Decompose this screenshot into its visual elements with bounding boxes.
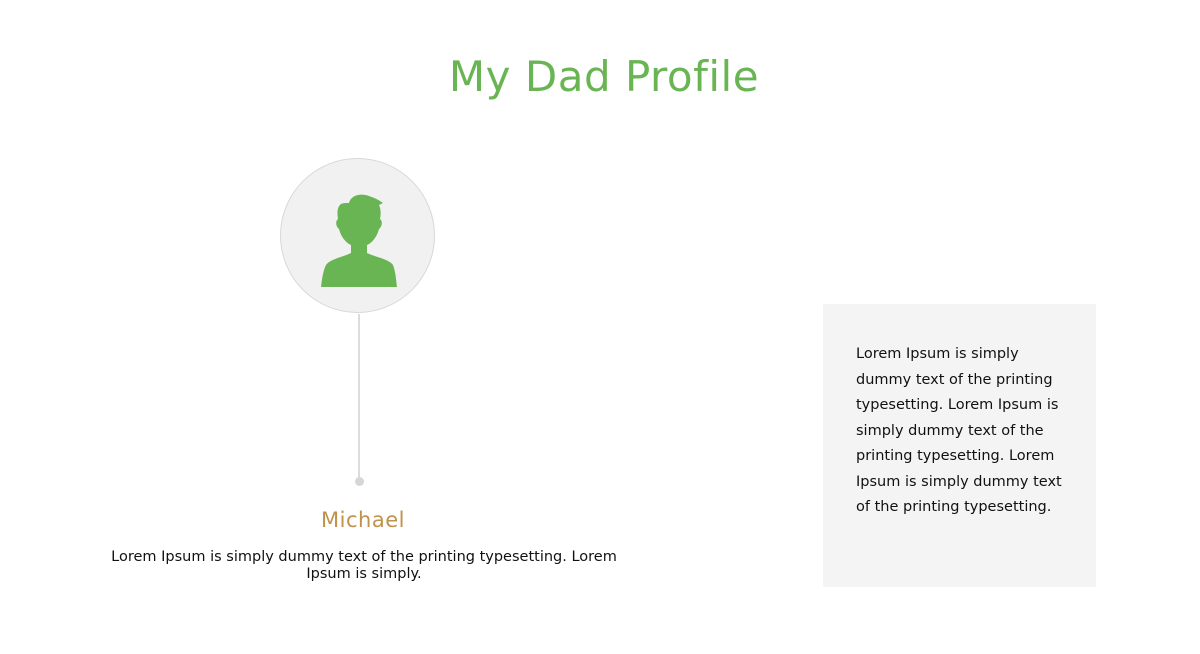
timeline-dot	[355, 477, 364, 486]
info-box	[823, 304, 1096, 587]
profile-name: Michael	[321, 508, 405, 532]
page-title: My Dad Profile	[448, 52, 760, 101]
avatar	[280, 158, 435, 313]
user-silhouette-icon	[319, 191, 399, 287]
timeline-connector	[358, 314, 360, 480]
info-box-text: Lorem Ipsum is simply dummy text of the printing typesetting. Lorem Ipsum is simply dummy text of the printing typesetting. Lorem Ipsum is simply dummy text of the printing typesetting.	[856, 346, 1062, 515]
profile-description: Lorem Ipsum is simply dummy text of the printing typesetting. Lorem Ipsum is simply.	[111, 549, 617, 582]
